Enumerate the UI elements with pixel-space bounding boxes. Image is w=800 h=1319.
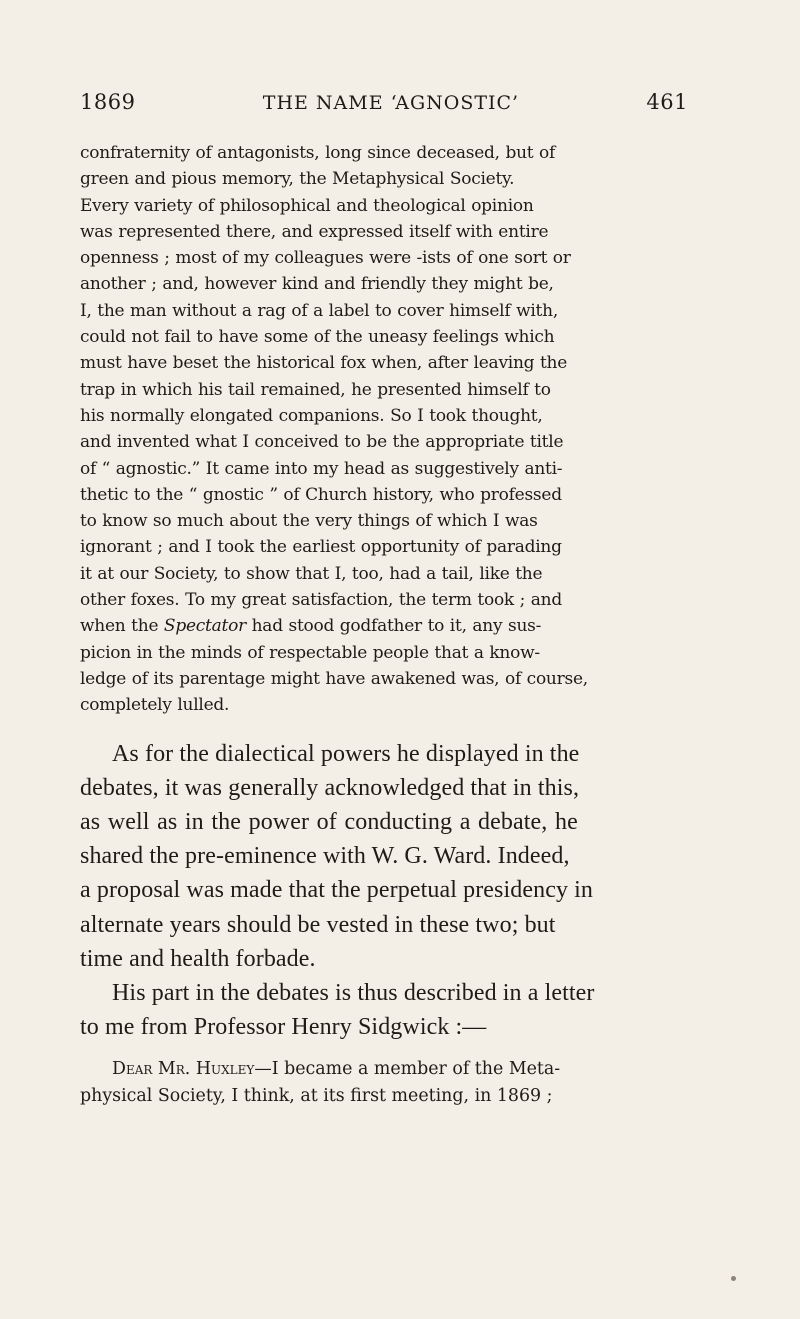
text-line: a proposal was made that the perpetual presidency in <box>80 877 594 904</box>
page-speck <box>731 1276 736 1281</box>
text-line: shared the pre-eminence with W. G. Ward. Indeed, <box>80 843 570 870</box>
header-year: 1869 <box>80 90 136 114</box>
letter-salutation: Dear Mr. Huxley <box>112 1059 255 1080</box>
text-line: Every variety of philosophical and theological opinion <box>80 195 534 216</box>
text-line: to me from Professor Henry Sidgwick :— <box>80 1014 487 1041</box>
text-line: trap in which his tail remained, he presented himself to <box>80 379 551 400</box>
text-line: it at our Society, to show that I, too, had a tail, like the <box>80 563 543 584</box>
text-line: to know so much about the very things of which I was <box>80 511 538 532</box>
text-line: ledge of its parentage might have awakened was, of course, <box>80 668 588 689</box>
paragraph-2 <box>80 737 688 1045</box>
text-line: thetic to the “ gnostic ” of Church history, who professed <box>80 484 562 505</box>
text-line: completely lulled. <box>80 695 230 716</box>
text-line: picion in the minds of respectable people that a know- <box>80 642 540 663</box>
text-line: ignorant ; and I took the earliest opportunity of parading <box>80 537 562 558</box>
text-line: His part in the debates is thus described in a letter <box>112 979 595 1006</box>
letter-quote <box>80 1056 688 1110</box>
text-line: openness ; most of my colleagues were -ists of one sort or <box>80 248 571 269</box>
text-line: I, the man without a rag of a label to cover himself with, <box>80 300 558 321</box>
text-line: when the Spectator had stood godfather to it, any sus- <box>80 616 542 637</box>
text-line: another ; and, however kind and friendly they might be, <box>80 274 554 295</box>
text-line: other foxes. To my great satisfaction, the term took ; and <box>80 590 562 611</box>
text-line: As for the dialectical powers he displayed in the <box>112 740 580 767</box>
text-line <box>80 1056 688 1083</box>
text-line: alternate years should be vested in these two; but <box>80 911 556 938</box>
text-line: confraternity of antagonists, long since deceased, but of <box>80 143 556 163</box>
text-line: debates, it was generally acknowledged that in this, <box>80 774 580 801</box>
paragraph-1 <box>80 140 688 719</box>
text-line: his normally elongated companions. So I took thought, <box>80 405 543 426</box>
text-line: as well as in the power of conducting a debate, he <box>80 808 578 835</box>
running-head <box>80 90 688 114</box>
header-page-number: 461 <box>646 90 688 114</box>
body-text <box>80 140 688 1110</box>
text-line: physical Society, I think, at its first meeting, in 1869 ; <box>80 1086 553 1107</box>
text-line: could not fail to have some of the uneasy feelings which <box>80 327 555 348</box>
letter-line-1-rest: —I became a member of the Meta- <box>254 1059 561 1080</box>
text-line: of “ agnostic.” It came into my head as suggestively anti- <box>80 458 563 479</box>
text-line: time and health forbade. <box>80 945 316 972</box>
text-line: and invented what I conceived to be the appropriate title <box>80 432 564 453</box>
text-line: green and pious memory, the Metaphysical Society. <box>80 169 515 190</box>
text-line: was represented there, and expressed itself with entire <box>80 221 549 242</box>
italic-title: Spectator <box>163 616 246 637</box>
text-line: must have beset the historical fox when, after leaving the <box>80 353 568 374</box>
header-title: THE NAME ‘AGNOSTIC’ <box>262 92 520 114</box>
